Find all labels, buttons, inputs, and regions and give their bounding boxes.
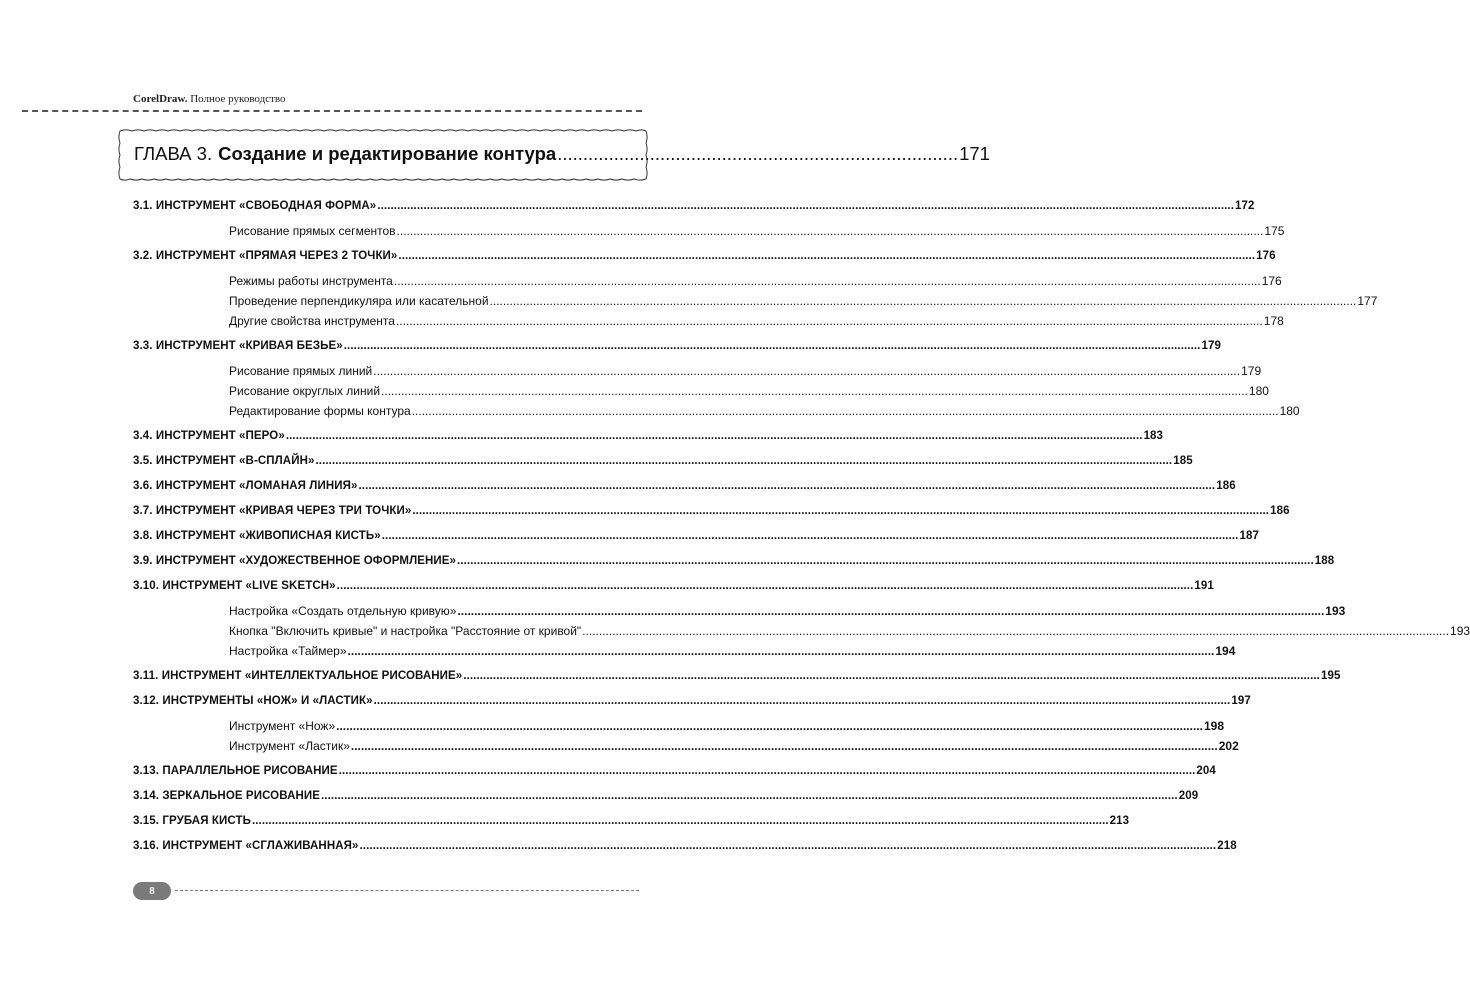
toc-entry-page: 172 <box>1235 200 1255 212</box>
toc-entry-label: 3.7. ИНСТРУМЕНТ «КРИВАЯ ЧЕРЕЗ ТРИ ТОЧКИ» <box>133 505 412 517</box>
bottom-dashed-rule <box>175 890 639 891</box>
toc-entry-page: 195 <box>1320 670 1341 682</box>
toc-entry-page: 213 <box>1109 815 1130 827</box>
toc-entry-page: 202 <box>1218 739 1239 753</box>
leader-dots: .................................................................................................................................................................................................................................................................... <box>393 274 1261 288</box>
toc-entry-label: 3.11. ИНСТРУМЕНТ «ИНТЕЛЛЕКТУАЛЬНОЕ РИСОВАНИЕ» <box>133 670 463 682</box>
toc-subsection-entry[interactable] <box>133 736 1239 756</box>
running-head-brand: CorelDraw. <box>133 93 188 105</box>
toc-entry-page: 178 <box>1263 314 1284 328</box>
toc-section-entry[interactable] <box>133 501 1290 521</box>
toc-entry-label: 3.3. ИНСТРУМЕНТ «КРИВАЯ БЕЗЬЕ» <box>133 340 343 352</box>
toc-entry-label: Режимы работы инструмента <box>229 274 393 288</box>
page-number-badge: 8 <box>133 882 171 900</box>
toc-entry-label: 3.6. ИНСТРУМЕНТ «ЛОМАНАЯ ЛИНИЯ» <box>133 480 358 492</box>
table-of-contents <box>133 196 1470 856</box>
toc-entry-page: 175 <box>1264 224 1285 238</box>
toc-entry-label: Настройка «Таймер» <box>229 644 347 658</box>
toc-entry-label: 3.12. ИНСТРУМЕНТЫ «НОЖ» И «ЛАСТИК» <box>133 695 373 707</box>
running-head-subtitle: Полное руководство <box>190 93 286 105</box>
toc-subsection-entry[interactable] <box>133 291 1378 311</box>
toc-section-entry[interactable] <box>133 551 1335 571</box>
leader-dots: .................................................................................................................................................................................................................................................................... <box>358 480 1216 492</box>
toc-entry-label: Рисование прямых линий <box>229 364 373 378</box>
leader-dots: .................................................................................................................................................................................................................................................................... <box>582 624 1450 638</box>
toc-entry-label: Проведение перпендикуляра или касательной <box>229 294 489 308</box>
leader-dots: .................................................................................................................................................................................................................................................................... <box>489 294 1357 308</box>
toc-entry-page: 183 <box>1143 430 1164 442</box>
toc-entry-page: 188 <box>1314 555 1335 567</box>
leader-dots: .................................................................................................................................................................................................................................................................... <box>251 815 1109 827</box>
leader-dots: .................................................................................................................................................................................................................................................................... <box>377 200 1235 212</box>
toc-entry-label: Другие свойства инструмента <box>229 314 395 328</box>
toc-entry-page: 186 <box>1216 480 1236 492</box>
toc-section-entry[interactable] <box>133 691 1251 711</box>
toc-entry-page: 176 <box>1261 274 1282 288</box>
top-dashed-rule <box>22 110 642 112</box>
leader-dots: .................................................................................................................................................................................................................................................................... <box>336 580 1194 592</box>
toc-subsection-entry[interactable] <box>133 311 1284 331</box>
toc-entry-label: Инструмент «Ластик» <box>229 739 350 753</box>
chapter-heading-box <box>116 127 990 183</box>
toc-section-entry[interactable] <box>133 336 1221 356</box>
toc-subsection-entry[interactable] <box>133 361 1262 381</box>
leader-dots: .............................................................................. <box>557 143 959 164</box>
toc-section-entry[interactable] <box>133 666 1341 686</box>
toc-entry-label: 3.14. ЗЕРКАЛЬНОЕ РИСОВАНИЕ <box>133 790 321 802</box>
toc-subsection-entry[interactable] <box>133 716 1224 736</box>
leader-dots: .................................................................................................................................................................................................................................................................... <box>411 404 1279 418</box>
toc-entry-label: Инструмент «Нож» <box>229 719 336 733</box>
toc-entry-page: 185 <box>1173 455 1193 467</box>
toc-entry-page: 193 <box>1325 604 1346 618</box>
leader-dots: .................................................................................................................................................................................................................................................................... <box>347 644 1215 658</box>
toc-section-entry[interactable] <box>133 786 1199 806</box>
toc-section-entry[interactable] <box>133 836 1237 856</box>
chapter-name: Создание и редактирование контура <box>218 143 557 164</box>
toc-section-entry[interactable] <box>133 526 1259 546</box>
toc-section-entry[interactable] <box>133 246 1276 266</box>
toc-subsection-entry[interactable] <box>133 401 1300 421</box>
leader-dots: .................................................................................................................................................................................................................................................................... <box>350 739 1218 753</box>
toc-subsection-entry[interactable] <box>133 601 1346 621</box>
toc-entry-page: 180 <box>1248 384 1269 398</box>
toc-entry-page: 198 <box>1203 719 1224 733</box>
leader-dots: .................................................................................................................................................................................................................................................................... <box>457 604 1325 618</box>
toc-section-entry[interactable] <box>133 451 1193 471</box>
leader-dots: .................................................................................................................................................................................................................................................................... <box>373 364 1241 378</box>
toc-subsection-entry[interactable] <box>133 641 1236 661</box>
chapter-page: 171 <box>959 143 990 164</box>
leader-dots: .................................................................................................................................................................................................................................................................... <box>338 765 1196 777</box>
toc-entry-label: Редактирование формы контура <box>229 404 411 418</box>
toc-entry-page: 187 <box>1239 530 1259 542</box>
toc-section-entry[interactable] <box>133 476 1236 496</box>
toc-entry-label: 3.13. ПАРАЛЛЕЛЬНОЕ РИСОВАНИЕ <box>133 765 338 777</box>
leader-dots: .................................................................................................................................................................................................................................................................... <box>457 555 1314 567</box>
leader-dots: .................................................................................................................................................................................................................................................................... <box>373 695 1231 707</box>
running-head <box>133 93 286 105</box>
toc-entry-label: 3.2. ИНСТРУМЕНТ «ПРЯМАЯ ЧЕРЕЗ 2 ТОЧКИ» <box>133 250 398 262</box>
toc-entry-label: Кнопка "Включить кривые" и настройка "Расстояние от кривой" <box>229 624 582 638</box>
toc-entry-label: Рисование прямых сегментов <box>229 224 396 238</box>
toc-entry-page: 179 <box>1201 340 1221 352</box>
toc-entry-page: 209 <box>1178 790 1199 802</box>
toc-entry-label: 3.10. ИНСТРУМЕНТ «LIVE SKETCH» <box>133 580 336 592</box>
toc-section-entry[interactable] <box>133 761 1216 781</box>
toc-section-entry[interactable] <box>133 426 1164 446</box>
toc-section-entry[interactable] <box>133 196 1255 216</box>
toc-section-entry[interactable] <box>133 811 1130 831</box>
toc-entry-page: 180 <box>1279 404 1300 418</box>
leader-dots: .................................................................................................................................................................................................................................................................... <box>463 670 1320 682</box>
toc-entry-page: 204 <box>1196 765 1216 777</box>
toc-entry-page: 176 <box>1256 250 1276 262</box>
toc-entry-page: 194 <box>1215 644 1236 658</box>
chapter-lead: ГЛАВА 3. <box>134 143 213 164</box>
leader-dots: .................................................................................................................................................................................................................................................................... <box>343 340 1201 352</box>
chapter-title <box>134 143 990 165</box>
toc-section-entry[interactable] <box>133 576 1214 596</box>
leader-dots: .................................................................................................................................................................................................................................................................... <box>381 530 1239 542</box>
leader-dots: .................................................................................................................................................................................................................................................................... <box>412 505 1270 517</box>
leader-dots: .................................................................................................................................................................................................................................................................... <box>336 719 1203 733</box>
leader-dots: .................................................................................................................................................................................................................................................................... <box>315 455 1173 467</box>
toc-entry-label: 3.9. ИНСТРУМЕНТ «ХУДОЖЕСТВЕННОЕ ОФОРМЛЕНИЕ» <box>133 555 457 567</box>
toc-entry-label: Настройка «Создать отдельную кривую» <box>229 604 457 618</box>
toc-entry-page: 177 <box>1357 294 1378 308</box>
leader-dots: .................................................................................................................................................................................................................................................................... <box>395 314 1263 328</box>
leader-dots: .................................................................................................................................................................................................................................................................... <box>381 384 1248 398</box>
leader-dots: .................................................................................................................................................................................................................................................................... <box>398 250 1256 262</box>
toc-entry-label: 3.1. ИНСТРУМЕНТ «СВОБОДНАЯ ФОРМА» <box>133 200 377 212</box>
toc-entry-label: 3.4. ИНСТРУМЕНТ «ПЕРО» <box>133 430 285 442</box>
toc-subsection-entry[interactable] <box>133 621 1470 641</box>
toc-subsection-entry[interactable] <box>133 221 1285 241</box>
toc-entry-page: 193 <box>1450 624 1470 638</box>
toc-entry-label: 3.15. ГРУБАЯ КИСТЬ <box>133 815 251 827</box>
toc-subsection-entry[interactable] <box>133 381 1269 401</box>
toc-entry-page: 186 <box>1270 505 1290 517</box>
toc-entry-page: 191 <box>1194 580 1214 592</box>
leader-dots: .................................................................................................................................................................................................................................................................... <box>396 224 1264 238</box>
toc-entry-page: 197 <box>1231 695 1251 707</box>
leader-dots: .................................................................................................................................................................................................................................................................... <box>285 430 1143 442</box>
toc-entry-label: 3.5. ИНСТРУМЕНТ «B-СПЛАЙН» <box>133 455 315 467</box>
toc-entry-label: 3.16. ИНСТРУМЕНТ «СГЛАЖИВАННАЯ» <box>133 840 359 852</box>
leader-dots: .................................................................................................................................................................................................................................................................... <box>359 840 1217 852</box>
leader-dots: .................................................................................................................................................................................................................................................................... <box>321 790 1178 802</box>
toc-subsection-entry[interactable] <box>133 271 1282 291</box>
toc-entry-page: 218 <box>1217 840 1237 852</box>
toc-entry-page: 179 <box>1241 364 1262 378</box>
toc-entry-label: Рисование округлых линий <box>229 384 381 398</box>
toc-entry-label: 3.8. ИНСТРУМЕНТ «ЖИВОПИСНАЯ КИСТЬ» <box>133 530 381 542</box>
